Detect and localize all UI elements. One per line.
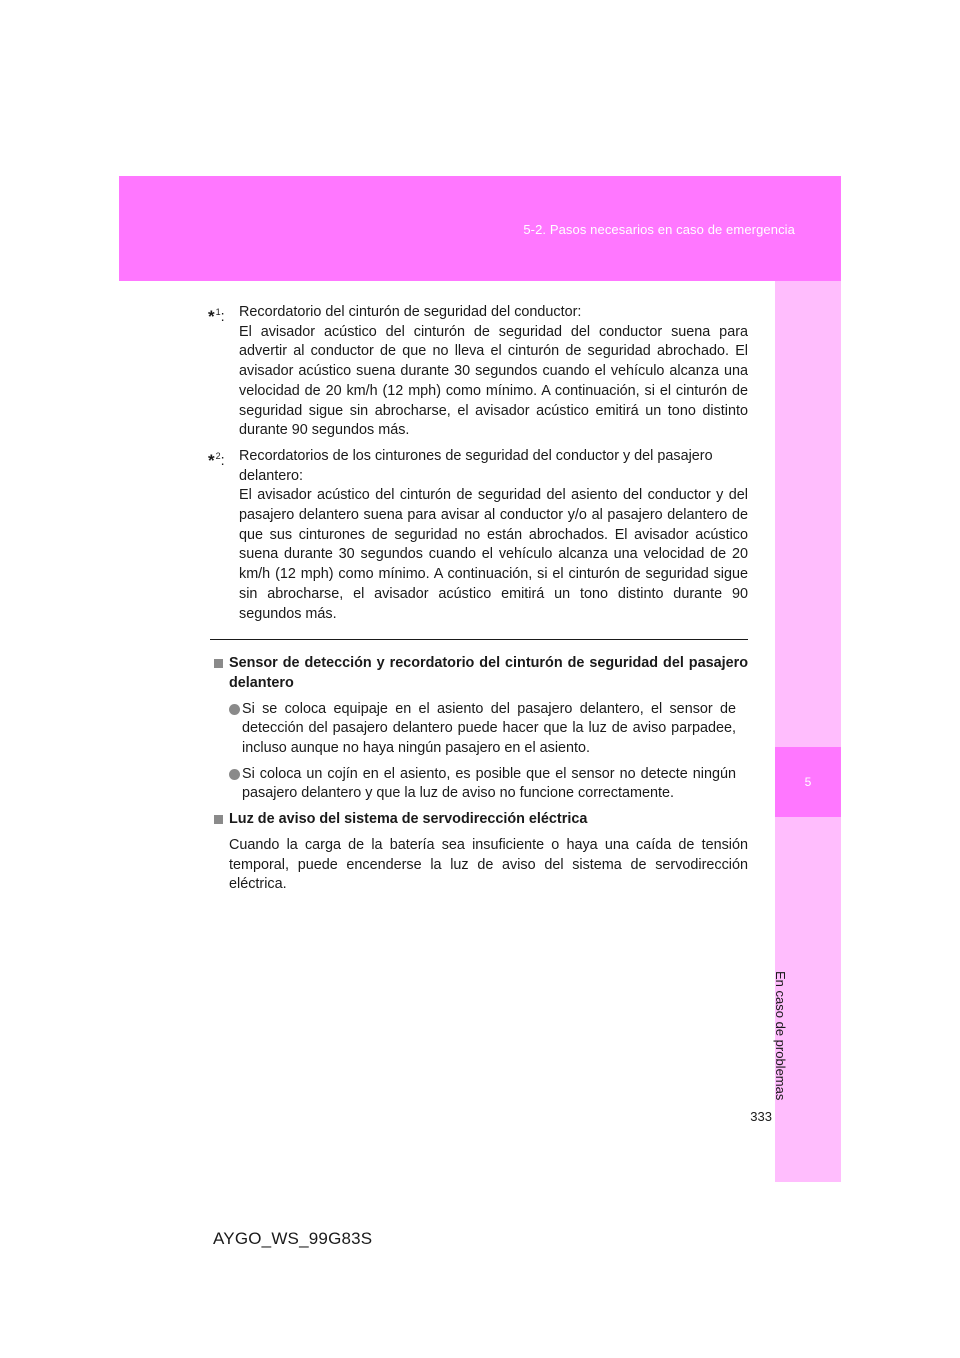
document-code: AYGO_WS_99G83S [213, 1229, 373, 1248]
footnote-marker: *$^1$: [208, 307, 225, 326]
header-band [119, 176, 841, 281]
square-bullet-icon [214, 659, 223, 668]
chapter-number: 5 [804, 775, 812, 789]
circle-bullet-icon [229, 704, 240, 715]
square-bullet-icon [214, 815, 223, 824]
footnote-2 [208, 447, 748, 624]
list-item: Si coloca un cojín en el asiento, es posible que el sensor no detecte ningún pasajero delantero y que la luz de aviso no funcione correctamente. [211, 765, 748, 804]
page-content [208, 303, 748, 895]
section-divider [210, 639, 748, 640]
footnote-heading: Recordatorio del cinturón de seguridad del conductor: [239, 304, 582, 320]
footnote-1 [208, 303, 748, 441]
chapter-number-box [775, 747, 841, 817]
section-heading: Luz de aviso del sistema de servodirección eléctrica [211, 810, 748, 830]
footnote-body: El avisador acústico del cinturón de seguridad del conductor suena para advertir al conductor de que no lleva el cinturón de seguridad abrochado. El avisador acústico suena durante 30 segundos cuando el vehículo alcanza una velocidad de 20 km/h (12 mph) como mínimo. A continuación, si el cinturón de seguridad sigue sin abrocharse, el avisador acústico emitirá un tono distinto durante 90 segundos más. [239, 323, 748, 439]
section-heading: Sensor de detección y recordatorio del cinturón de seguridad del pasajero delantero [211, 654, 748, 693]
chapter-label: En caso de problemas [773, 971, 788, 1101]
section-power-steering-light [208, 810, 748, 895]
circle-bullet-icon [229, 769, 240, 780]
footnote-marker: *$^2$: [208, 450, 225, 470]
footnote-body: El avisador acústico del cinturón de seguridad del asiento del conductor y del pasajero delantero suena para avisar al conductor y/o al pasajero delantero de que sus cinturones de seguridad no están abrochados. El avisador acústico suena durante 30 segundos cuando el vehículo alcanza una velocidad de 20 km/h (12 mph) como mínimo. A continuación, si el cinturón de seguridad sigue sin abrocharse, el avisador acústico emitirá un tono distinto durante 90 segundos más. [239, 487, 748, 622]
list-item: Si se coloca equipaje en el asiento del pasajero delantero, el sensor de detección del pasajero delantero puede hacer que la luz de aviso parpadee, incluso aunque no haya ningún pasajero en el asiento. [211, 700, 748, 759]
section-paragraph: Cuando la carga de la batería sea insuficiente o haya una caída de tensión temporal, puede encenderse la luz de aviso del sistema de servodirección eléctrica. [229, 836, 748, 893]
chapter-side-tab [775, 281, 841, 1182]
section-title: 5-2. Pasos necesarios en caso de emergencia [523, 222, 795, 237]
footnote-heading: Recordatorios de los cinturones de seguridad del conductor y del pasajero delantero: [239, 447, 713, 484]
page-number: 333 [750, 1109, 772, 1124]
section-passenger-sensor [208, 654, 748, 804]
